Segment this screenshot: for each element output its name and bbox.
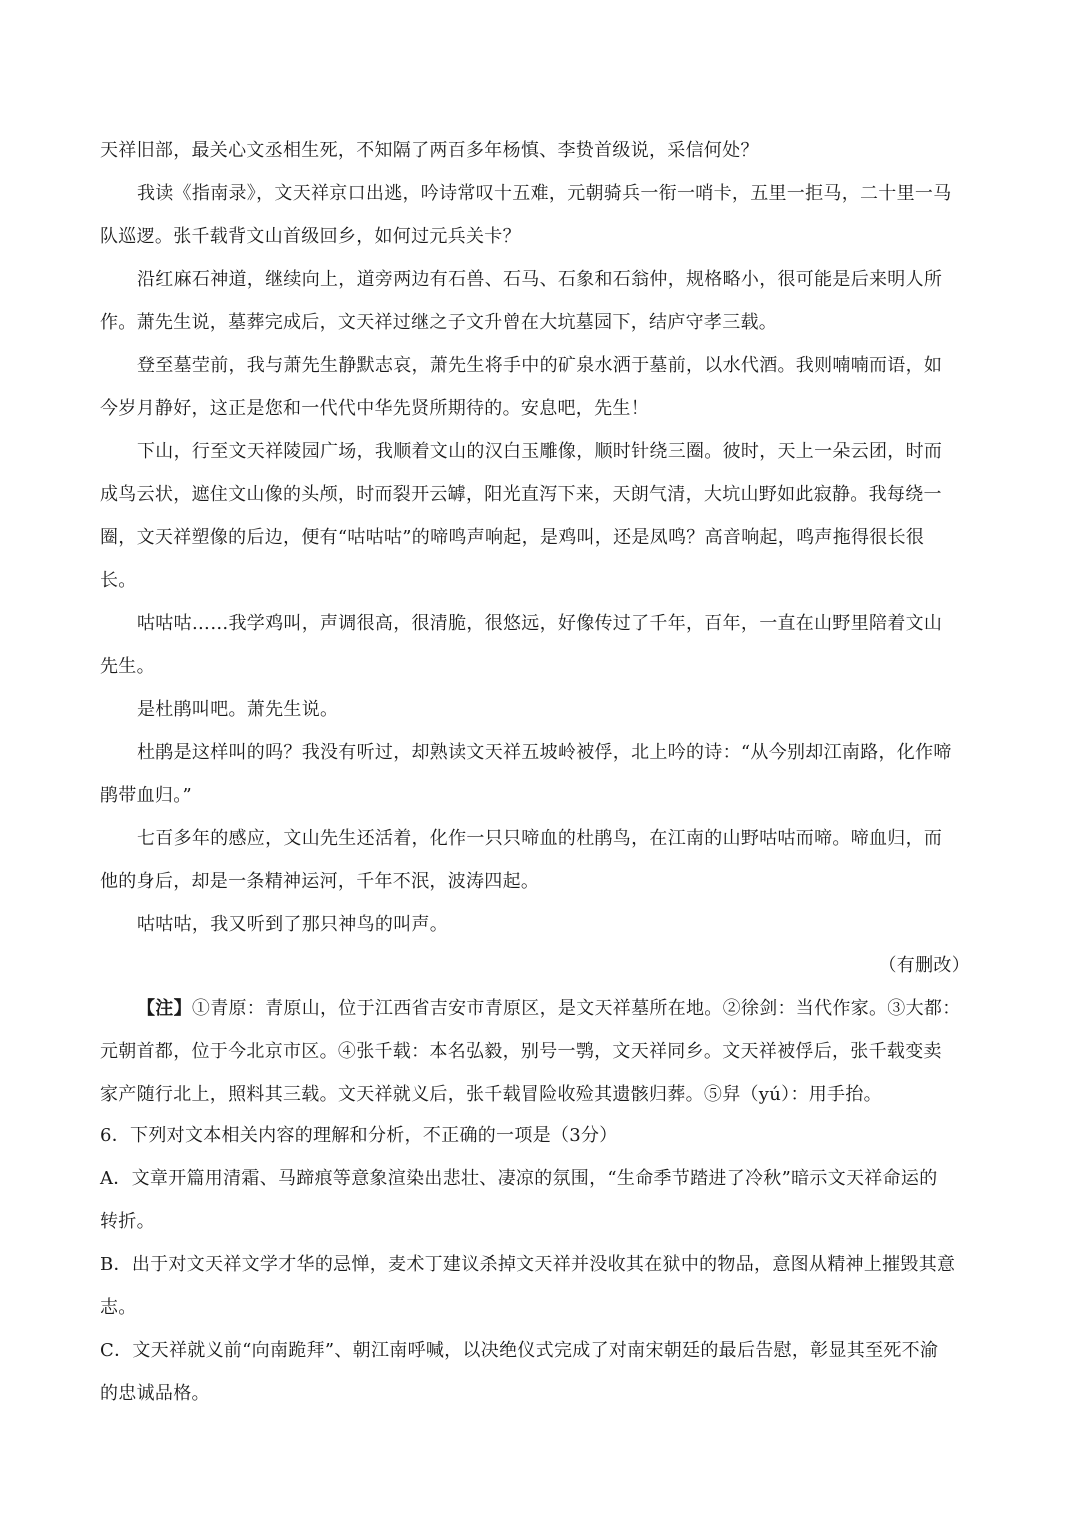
option-a-line-2: 转折。 [100, 1211, 155, 1232]
paragraph-line: 登至墓茔前，我与萧先生静默志哀，萧先生将手中的矿泉水洒于墓前，以水代酒。我则喃喃而语，如 [137, 355, 943, 376]
note-label: 【注】 [137, 998, 192, 1019]
option-b-line-1: B．出于对文天祥文学才华的忌惮，麦术丁建议杀掉文天祥并没收其在狱中的物品，意图从精神上摧毁其意 [100, 1254, 956, 1275]
paragraph-line: 是杜鹃叫吧。萧先生说。 [137, 699, 339, 720]
source-note: （有删改） [878, 955, 970, 976]
text-line: 圈，文天祥塑像的后边，便有“咕咕咕”的啼鸣声响起，是鸡叫，还是凤鸣？高音响起，鸣声拖得很长很 [100, 527, 925, 548]
text-line: 队巡逻。张千载背文山首级回乡，如何过元兵关卡？ [100, 226, 521, 247]
text-line: 成鸟云状，遮住文山像的头颅，时而裂开云罅，阳光直泻下来，天朗气清，大坑山野如此寂静。我每绕一 [100, 484, 942, 505]
paragraph-line: 咕咕咕……我学鸡叫，声调很高，很清脆，很悠远，好像传过了千年，百年，一直在山野里陪着文山 [137, 613, 943, 634]
option-a-line-1: A．文章开篇用清霜、马蹄痕等意象渲染出悲壮、凄凉的氛围，“生命季节踏进了冷秋”暗示文天祥命运的 [100, 1168, 938, 1189]
footnote-line: 元朝首都，位于今北京市区。④张千载：本名弘毅，别号一鹗，文天祥同乡。文天祥被俘后，张千载变卖 [100, 1041, 942, 1062]
paragraph-line: 七百多年的感应，文山先生还活着，化作一只只啼血的杜鹃鸟，在江南的山野咕咕而啼。啼血归，而 [137, 828, 943, 849]
question-stem: 6．下列对文本相关内容的理解和分析，不正确的一项是（3分） [100, 1125, 618, 1146]
option-c-line-2: 的忠诚品格。 [100, 1383, 210, 1404]
note-text: ①青原：青原山，位于江西省吉安市青原区，是文天祥墓所在地。②徐剑：当代作家。③大都： [191, 998, 961, 1019]
footnote-line: 家产随行北上，照料其三载。文天祥就义后，张千载冒险收殓其遗骸归葬。⑤舁（yú）：用手抬。 [100, 1084, 882, 1105]
paragraph-line: 杜鹃是这样叫的吗？我没有听过，却熟读文天祥五坡岭被俘，北上吟的诗：“从今别却江南路，化作啼 [137, 742, 952, 763]
paragraph-line: 咕咕咕，我又听到了那只神鸟的叫声。 [137, 914, 449, 935]
option-b-line-2: 志。 [100, 1297, 137, 1318]
text-line: 先生。 [100, 656, 155, 677]
text-line: 天祥旧部，最关心文丞相生死，不知隔了两百多年杨慎、李贽首级说，采信何处？ [100, 140, 759, 161]
paragraph-line: 沿红麻石神道，继续向上，道旁两边有石兽、石马、石象和石翁仲，规格略小，很可能是后来明人所 [137, 269, 943, 290]
text-line: 鹃带血归。” [100, 785, 193, 806]
text-line: 长。 [100, 570, 137, 591]
text-line: 作。萧先生说，墓葬完成后，文天祥过继之子文升曾在大坑墓园下，结庐守孝三载。 [100, 312, 778, 333]
text-line: 他的身后，却是一条精神运河，千年不泯，波涛四起。 [100, 871, 540, 892]
paragraph-line: 我读《指南录》，文天祥京口出逃，吟诗常叹十五难，元朝骑兵一衔一哨卡，五里一拒马，二十里一马 [137, 183, 952, 204]
paragraph-line: 下山，行至文天祥陵园广场，我顺着文山的汉白玉雕像，顺时针绕三圈。彼时，天上一朵云团，时而 [137, 441, 943, 462]
footnote-line [137, 996, 985, 1022]
text-line: 今岁月静好，这正是您和一代代中华先贤所期待的。安息吧，先生！ [100, 398, 649, 419]
option-c-line-1: C．文天祥就义前“向南跪拜”、朝江南呼喊，以决绝仪式完成了对南宋朝廷的最后告慰，彰显其至死不渝 [100, 1340, 939, 1361]
